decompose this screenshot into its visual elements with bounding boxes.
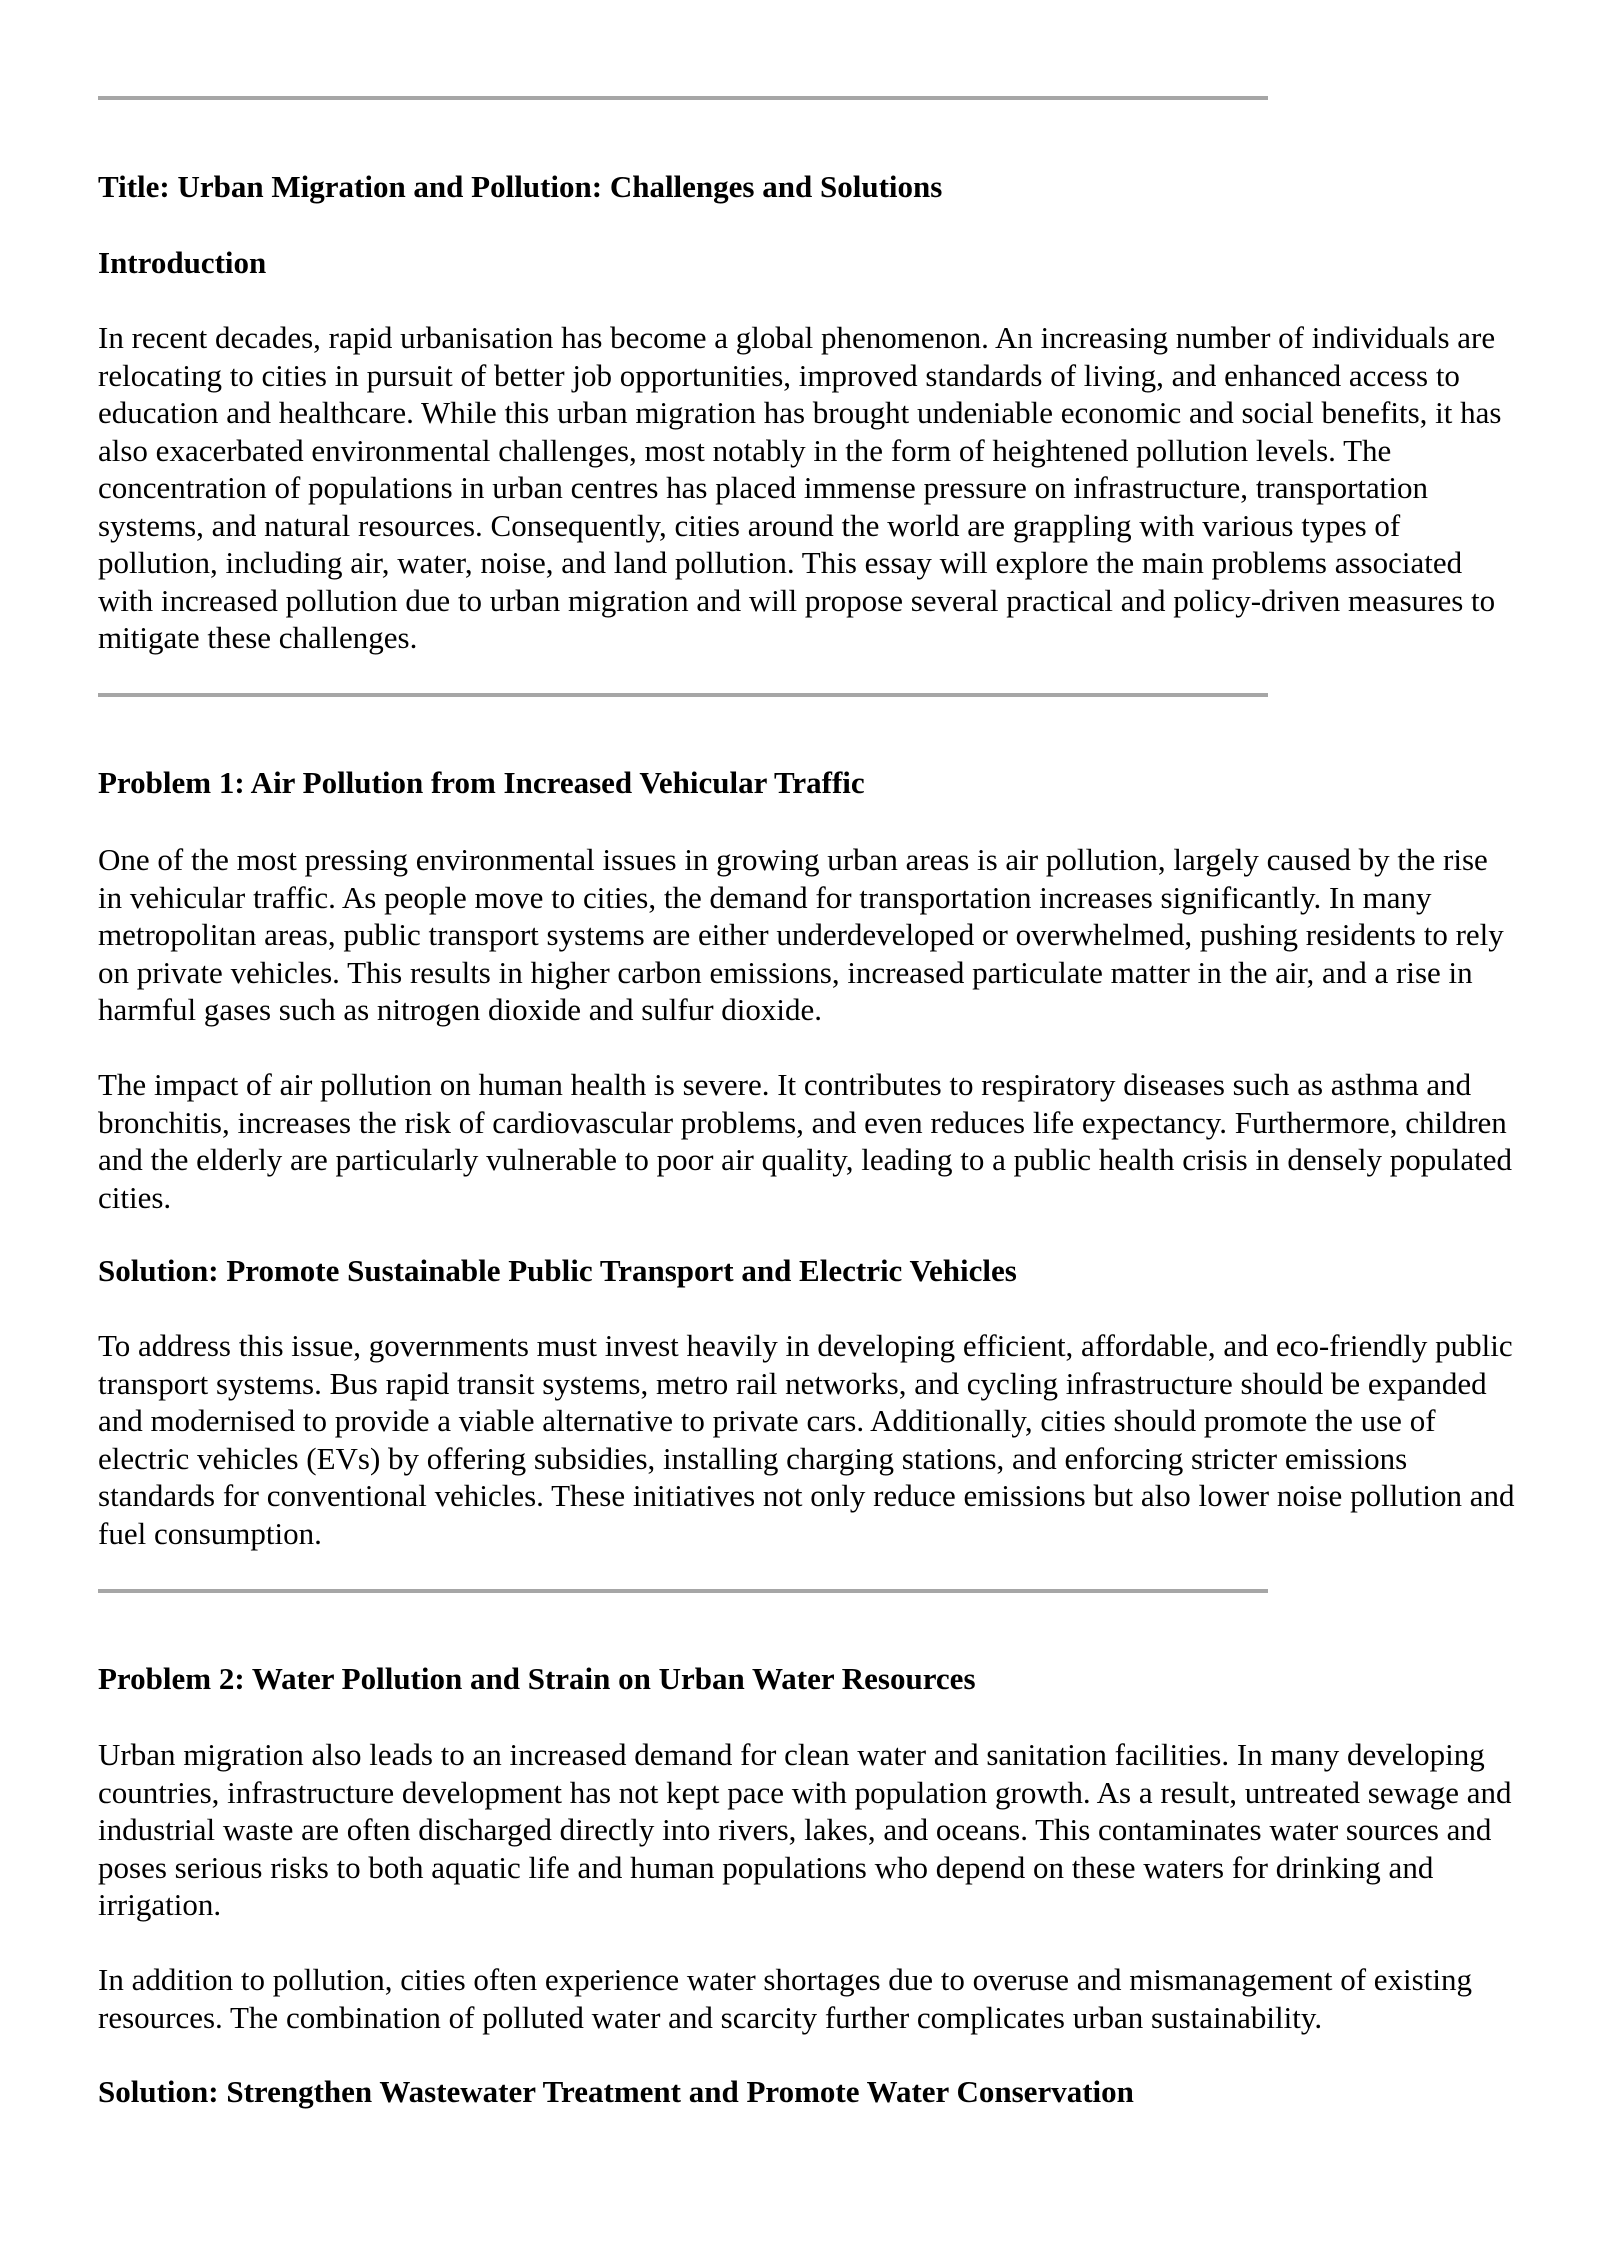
horizontal-rule	[98, 693, 1518, 697]
intro-paragraph: In recent decades, rapid urbanisation has become a global phenomenon. An increasing number of individuals are relocating to cities in pursuit of better job opportunities, improved standards of living, and enhanced access to education and healthcare. While this urban migration has brought undeniable economic and social benefits, it has also exacerbated environmental challenges, most notably in the form of heightened pollution levels. The concentration of populations in urban centres has placed immense pressure on infrastructure, transportation systems, and natural resources. Consequently, cities around the world are grappling with various types of pollution, including air, water, noise, and land pollution. This essay will explore the main problems associated with increased pollution due to urban migration and will propose several practical and policy-driven measures to mitigate these challenges.	[98, 320, 1502, 655]
section-heading-solution-2: Solution: Strengthen Wastewater Treatment and Promote Water Conservation	[98, 2074, 1134, 2109]
section-heading-introduction: Introduction	[98, 245, 267, 280]
section-heading-problem-2: Problem 2: Water Pollution and Strain on Urban Water Resources	[98, 1661, 976, 1696]
problem-2-paragraph-1: Urban migration also leads to an increased demand for clean water and sanitation facilities. In many developing countries, infrastructure development has not kept pace with population growth. As a result, untreated sewage and industrial waste are often discharged directly into rivers, lakes, and oceans. This contaminates water sources and poses serious risks to both aquatic life and human populations who depend on these waters for drinking and irrigation.	[98, 1737, 1512, 1922]
problem-2-paragraph-2: In addition to pollution, cities often experience water shortages due to overuse and mismanagement of existing resources. The combination of polluted water and scarcity further complicates urban sustainability.	[98, 1962, 1472, 2035]
document-title: Title: Urban Migration and Pollution: Challenges and Solutions	[98, 169, 943, 204]
horizontal-rule	[98, 1589, 1518, 1593]
problem-1-paragraph-2: The impact of air pollution on human health is severe. It contributes to respiratory diseases such as asthma and bronchitis, increases the risk of cardiovascular problems, and even reduces life expectancy. Furthermore, children and the elderly are particularly vulnerable to poor air quality, leading to a public health crisis in densely populated cities.	[98, 1067, 1513, 1215]
solution-1-paragraph: To address this issue, governments must invest heavily in developing efficient, affordable, and eco-friendly public transport systems. Bus rapid transit systems, metro rail networks, and cycling infrastructure should be expanded and modernised to provide a viable alternative to private cars. Additionally, cities should promote the use of electric vehicles (EVs) by offering subsidies, installing charging stations, and enforcing stricter emissions standards for conventional vehicles. These initiatives not only reduce emissions but also lower noise pollution and fuel consumption.	[98, 1328, 1515, 1551]
section-heading-solution-1: Solution: Promote Sustainable Public Transport and Electric Vehicles	[98, 1253, 1017, 1288]
problem-1-paragraph-1: One of the most pressing environmental issues in growing urban areas is air pollution, largely caused by the rise in vehicular traffic. As people move to cities, the demand for transportation increases significantly. In many metropolitan areas, public transport systems are either underdeveloped or overwhelmed, pushing residents to rely on private vehicles. This results in higher carbon emissions, increased particulate matter in the air, and a rise in harmful gases such as nitrogen dioxide and sulfur dioxide.	[98, 842, 1504, 1027]
horizontal-rule	[98, 96, 1518, 100]
section-heading-problem-1: Problem 1: Air Pollution from Increased Vehicular Traffic	[98, 765, 865, 800]
